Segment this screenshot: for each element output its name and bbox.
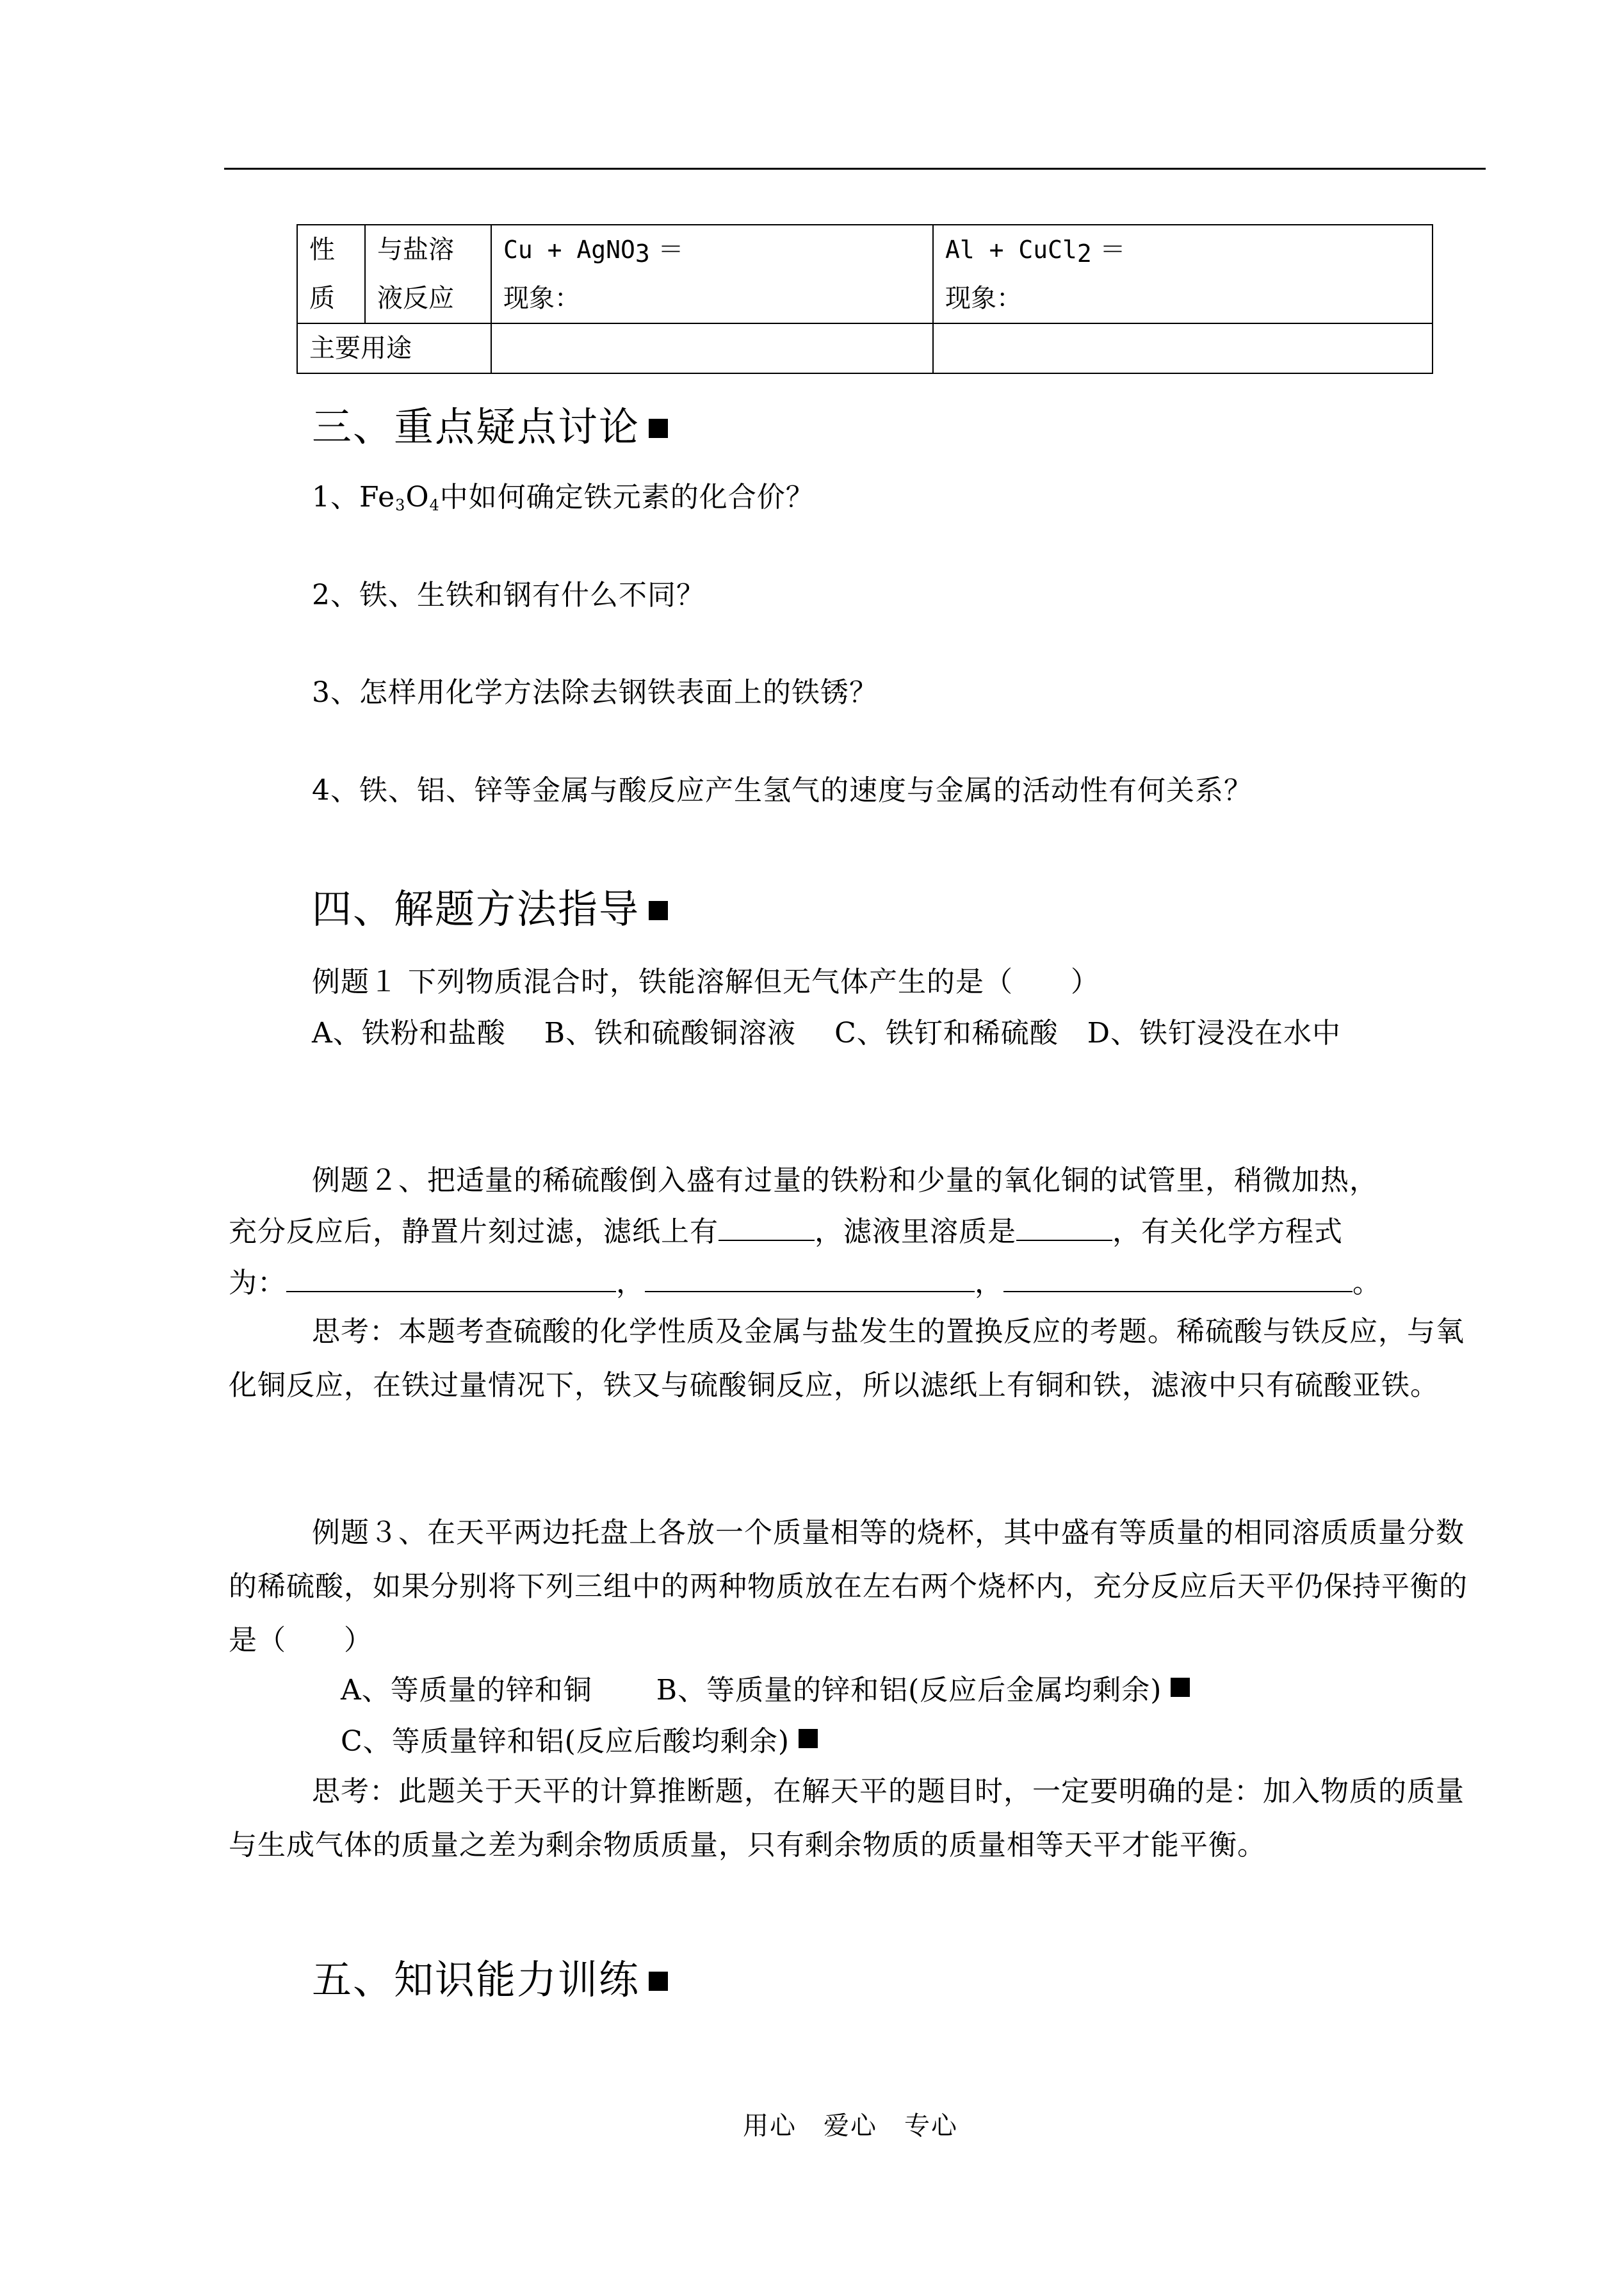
example-2-line-3: 为： ， ， 。	[229, 1256, 1381, 1310]
equation-blank[interactable]	[286, 1263, 616, 1292]
example-2-line-2: 充分反应后，静置片刻过滤，滤纸上有 ，滤液里溶质是 ，有关化学方程式	[229, 1205, 1343, 1259]
reaction-label-cell: 与盐溶 液反应	[365, 225, 491, 323]
square-bullet-icon	[649, 901, 668, 920]
example-3-question: 例题３、在天平两边托盘上各放一个质量相等的烧杯，其中盛有等质量的相同溶质质量分数的稀硫酸，如果分别将下列三组中的两种物质放在左右两个烧杯内，充分反应后天平仍保持平衡的是（ ）	[229, 1516, 1468, 1657]
phenomenon-label: 现象：	[945, 284, 1022, 313]
uses-cell-empty	[491, 323, 933, 373]
section-5-heading: 五、知识能力训练	[312, 1954, 668, 2006]
answer-blank[interactable]	[1016, 1212, 1112, 1241]
question-4: 4、铁、铝、锌等金属与酸反应产生氢气的速度与金属的活动性有何关系？	[312, 774, 1253, 807]
uses-cell-empty	[933, 323, 1433, 373]
table-row	[297, 323, 1433, 373]
example-2-line-1: 例题２、把适量的稀硫酸倒入盛有过量的铁粉和少量的氧化铜的试管里，稍微加热，	[312, 1164, 1378, 1197]
question-3: 3、怎样用化学方法除去钢铁表面上的铁锈？	[312, 676, 878, 709]
section-3-heading: 三、重点疑点讨论	[312, 401, 668, 453]
cu-agno3-cell	[491, 225, 933, 323]
square-bullet-icon	[649, 419, 668, 438]
example-3-option-c: C、等质量锌和铝(反应后酸均剩余)	[341, 1715, 818, 1769]
page-footer: 用心 爱心 专心	[743, 2111, 958, 2141]
cu-agno3-equation: Cu + AgNO$_3$ ＝	[503, 235, 684, 268]
property-label-cell: 性 质	[297, 225, 365, 323]
example-3-options-ab: A、等质量的锌和铜 B、等质量的锌和铝(反应后金属均剩余)	[341, 1664, 1190, 1717]
section-4-heading: 四、解题方法指导	[312, 884, 668, 935]
example-1-options: A、铁粉和盐酸 B、铁和硫酸铜溶液 C、铁钉和稀硫酸 D、铁钉浸没在水中	[312, 1017, 1342, 1050]
equation-blank[interactable]	[1003, 1263, 1352, 1292]
question-2: 2、铁、生铁和钢有什么不同？	[312, 579, 705, 612]
square-bullet-icon	[1171, 1678, 1190, 1697]
question-1: 1、$Fe_3O_4$中如何确定铁元素的化合价？	[312, 481, 815, 514]
uses-label-cell: 主要用途	[297, 323, 491, 373]
equation-blank[interactable]	[645, 1263, 975, 1292]
table-row	[297, 225, 1433, 323]
al-cucl2-equation: Al + CuCl$_2$ ＝	[945, 235, 1126, 268]
example-2-think: 思考：本题考查硫酸的化学性质及金属与盐发生的置换反应的考题。稀硫酸与铁反应，与氧化铜反应，在铁过量情况下，铁又与硫酸铜反应，所以滤纸上有铜和铁，滤液中只有硫酸亚铁。	[229, 1315, 1465, 1402]
phenomenon-label: 现象：	[503, 284, 580, 313]
properties-table	[296, 224, 1433, 374]
example-1-question: 例题１ 下列物质混合时，铁能溶解但无气体产生的是（ ）	[312, 966, 1100, 998]
al-cucl2-cell	[933, 225, 1433, 323]
square-bullet-icon	[649, 1972, 668, 1991]
example-3-think: 思考：此题关于天平的计算推断题，在解天平的题目时，一定要明确的是：加入物质的质量与生成气体的质量之差为剩余物质质量，只有剩余物质的质量相等天平才能平衡。	[229, 1775, 1465, 1861]
square-bullet-icon	[799, 1729, 818, 1748]
answer-blank[interactable]	[719, 1212, 815, 1241]
header-rule	[224, 168, 1486, 170]
